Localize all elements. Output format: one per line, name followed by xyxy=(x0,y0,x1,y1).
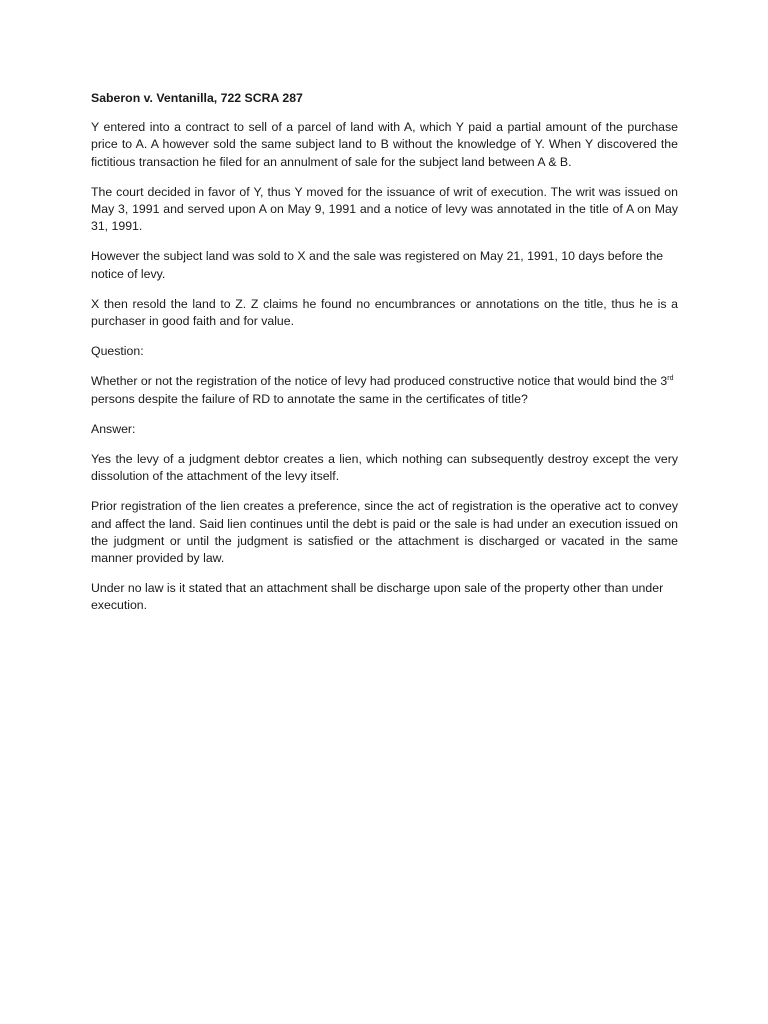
question-text-part-2: persons despite the failure of RD to annotate the same in the certificates of title? xyxy=(91,391,528,406)
question-text xyxy=(91,373,678,407)
answer-paragraph-1: Yes the levy of a judgment debtor creates a lien, which nothing can subsequently destroy except the very dissolution of the attachment of the levy itself. xyxy=(91,452,678,484)
question-text-part-1: Whether or not the registration of the notice of levy had produced constructive notice that would bind the 3 xyxy=(91,374,668,389)
ordinal-superscript: rd xyxy=(667,375,674,383)
answer-paragraph-3: Under no law is it stated that an attachment shall be discharge upon sale of the property other than under execution. xyxy=(91,581,664,613)
facts-paragraph-1: Y entered into a contract to sell of a parcel of land with A, which Y paid a partial amount of the purchase price to A. A however sold the same subject land to B without the knowledge of Y. When Y discovered the fictitious transaction he filed for an annulment of sale for the subject land between A & B. xyxy=(91,120,678,169)
answer-paragraph-2: Prior registration of the lien creates a preference, since the act of registration is the operative act to convey and affect the land. Said lien continues until the debt is paid or the sale is had under an execution issued on the judgment or until the judgment is satisfied or the attachment is discharged or vacated in the same manner provided by law. xyxy=(91,499,678,566)
document-page xyxy=(91,90,678,628)
facts-paragraph-4: X then resold the land to Z. Z claims he found no encumbrances or annotations on the title, thus he is a purchaser in good faith and for value. xyxy=(91,296,678,329)
facts-paragraph-2: The court decided in favor of Y, thus Y moved for the issuance of writ of execution. The writ was issued on May 3, 1991 and served upon A on May 9, 1991 and a notice of levy was annotated in the title of A on May 31, 1991. xyxy=(91,184,678,234)
case-title: Saberon v. Ventanilla, 722 SCRA 287 xyxy=(91,91,303,105)
facts-paragraph-3: However the subject land was sold to X and the sale was registered on May 21, 1991, 10 days before the notice of levy. xyxy=(91,249,664,281)
answer-label: Answer: xyxy=(91,421,136,436)
question-label: Question: xyxy=(91,344,144,359)
